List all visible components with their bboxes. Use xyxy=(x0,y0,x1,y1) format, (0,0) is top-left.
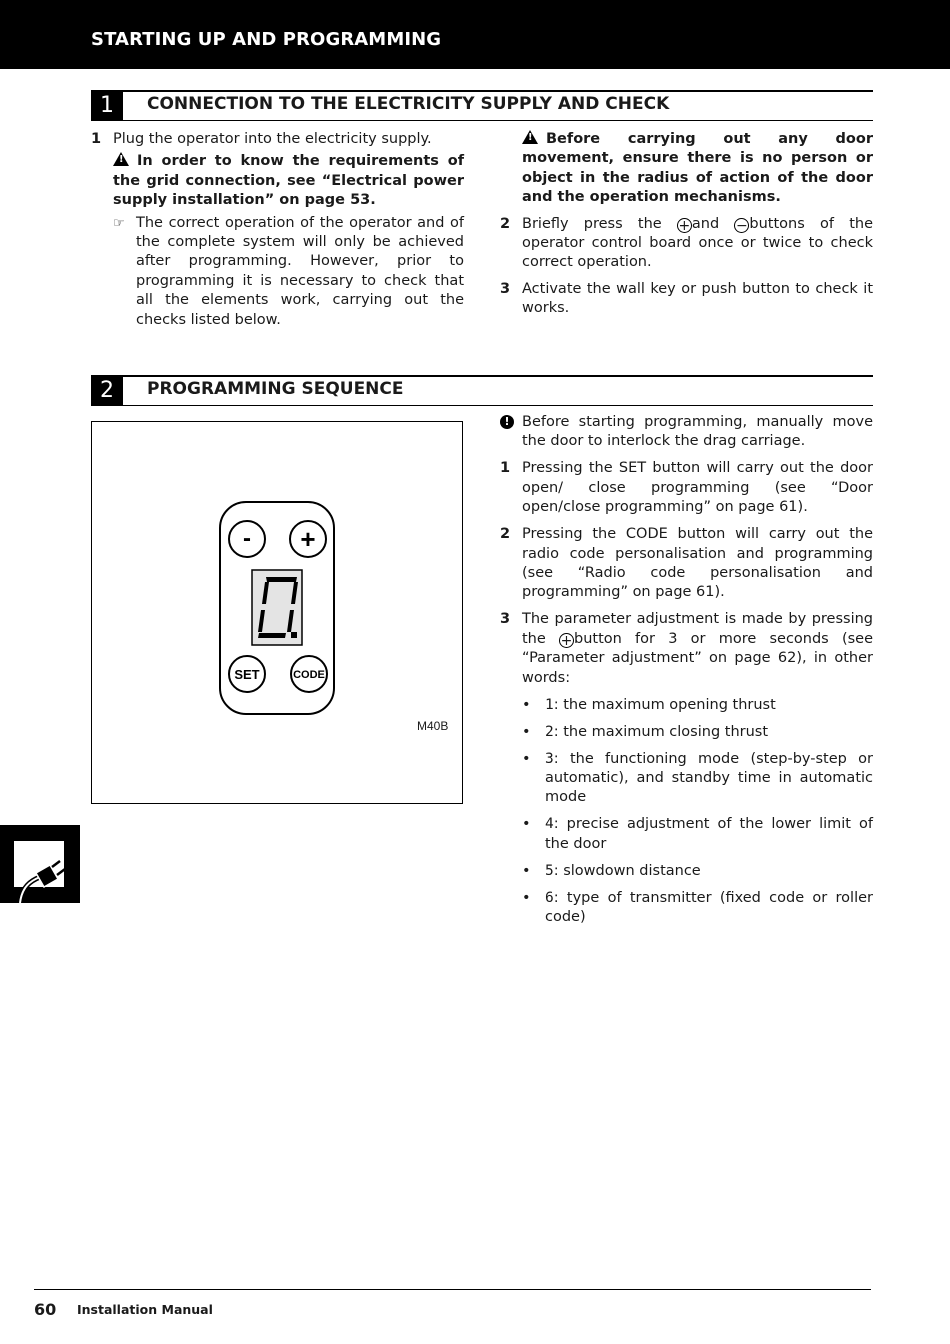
footer-label: Installation Manual xyxy=(77,1302,213,1317)
door-movement-warning-text: Before carrying out any door movement, ensure there is no person or object in the radius of action of the door and the operation mechanisms. xyxy=(522,131,873,206)
section-1-title: CONNECTION TO THE ELECTRICITY SUPPLY AND CHECK xyxy=(147,94,670,114)
step-3-number: 3 xyxy=(500,280,511,297)
section-2-title: PROGRAMMING SEQUENCE xyxy=(147,379,404,399)
param-code: 1 xyxy=(545,696,554,713)
list-item xyxy=(522,696,873,715)
minus-button-icon: − xyxy=(736,217,748,234)
step-3-text-b: button for 3 or more seconds (see “Parameter adjustment” on page 62), in other words: xyxy=(522,630,874,686)
section-2-right-column xyxy=(500,413,874,935)
figure-id-label: M40B xyxy=(417,719,449,733)
section-1-right-column xyxy=(500,130,873,319)
set-button-label: SET xyxy=(234,667,260,682)
control-board-illustration xyxy=(92,422,462,803)
step-2-number: 2 xyxy=(500,215,511,232)
bullet: • xyxy=(522,696,531,713)
step-1-number: 1 xyxy=(500,460,511,477)
step-3-text: Activate the wall key or push button to check it works. xyxy=(522,280,873,317)
step-2-text-c: buttons of the operator control board once or twice to check correct operation. xyxy=(522,215,873,271)
param-code: 6 xyxy=(545,889,554,906)
section-1-number: 1 xyxy=(91,92,123,120)
pre-programming-notice xyxy=(504,413,873,452)
warning-triangle-icon xyxy=(113,152,129,166)
step-2-text-b: and xyxy=(691,215,735,232)
param-text: : precise adjustment of the lower limit of the door xyxy=(545,816,873,852)
bullet: • xyxy=(522,862,531,879)
step-2-text-a: Briefly press the xyxy=(522,215,677,232)
list-item xyxy=(522,862,873,881)
step-2-code xyxy=(500,525,873,603)
plus-button-label: + xyxy=(300,524,316,554)
page-header-bar xyxy=(0,0,950,69)
step-3-number: 3 xyxy=(500,611,511,628)
section-1-left-column xyxy=(91,130,464,330)
operation-note-text: The correct operation of the operator and of the complete system will only be achieved after programming. However, prior to programming it is necessary to check that all the elements work, carrying out the checks listed below. xyxy=(136,214,464,328)
pointing-hand-icon: ☞ xyxy=(113,215,125,231)
minus-button-label: - xyxy=(243,525,251,552)
step-1-text: Plug the operator into the electricity supply. xyxy=(113,131,432,147)
step-1-set xyxy=(500,459,873,517)
step-2-check-buttons xyxy=(500,215,873,273)
page-number: 60 xyxy=(34,1300,57,1319)
list-item xyxy=(522,815,873,854)
param-text: : the functioning mode (step-by-step or automatic), and standby time in automatic mode xyxy=(545,750,873,806)
bullet: • xyxy=(522,889,531,906)
param-text: : type of transmitter (fixed code or roller code) xyxy=(545,889,873,926)
step-3-wall-key xyxy=(500,280,873,319)
parameter-list xyxy=(522,696,873,928)
bullet: • xyxy=(522,723,531,740)
code-button-label: CODE xyxy=(293,669,325,681)
section-2-number: 2 xyxy=(91,377,123,405)
plus-button-icon: + xyxy=(560,632,573,649)
section-1-heading xyxy=(91,90,873,121)
grid-connection-warning-text: In order to know the requirements of the grid connection, see “Electrical power supply installation” on page 53. xyxy=(113,153,464,209)
plus-button-icon: + xyxy=(678,217,691,234)
list-item xyxy=(522,723,873,742)
bullet: • xyxy=(522,816,531,833)
step-3-text-a: The parameter adjustment is made by pressing the xyxy=(522,611,873,647)
pre-programming-notice-text: Before starting programming, manually move the door to interlock the drag carriage. xyxy=(522,414,873,450)
door-movement-warning xyxy=(522,130,873,208)
footer-rule xyxy=(34,1289,871,1290)
power-plug-icon xyxy=(0,825,80,903)
seven-segment-display-icon xyxy=(252,570,302,645)
param-code: 4 xyxy=(545,816,554,833)
param-code: 2 xyxy=(545,723,554,740)
param-code: 5 xyxy=(545,862,554,879)
param-text: : slowdown distance xyxy=(553,862,701,879)
param-text: : the maximum closing thrust xyxy=(553,723,769,740)
step-1-number: 1 xyxy=(91,131,102,147)
step-2-number: 2 xyxy=(500,526,511,543)
step-2-code-text: Pressing the CODE button will carry out the radio code personalisation and programming (see “Radio code personalisation and programming” on page 61). xyxy=(522,526,873,601)
exclamation-icon: ! xyxy=(500,415,514,429)
list-item xyxy=(522,750,873,808)
step-3-parameters xyxy=(500,610,874,688)
list-item xyxy=(522,889,873,928)
grid-connection-warning xyxy=(113,152,464,210)
operation-note xyxy=(113,214,464,330)
page-header-title: STARTING UP AND PROGRAMMING xyxy=(91,29,442,50)
param-text: : the maximum opening thrust xyxy=(553,696,776,713)
warning-triangle-icon xyxy=(522,130,538,144)
step-1-plug xyxy=(91,130,464,149)
param-code: 3 xyxy=(545,750,554,767)
bullet: • xyxy=(522,750,531,767)
control-board-figure xyxy=(91,421,463,804)
section-2-heading xyxy=(91,375,873,406)
step-1-set-text: Pressing the SET button will carry out the door open/ close programming (see “Door open/close programming” on page 61). xyxy=(522,460,873,516)
chapter-side-tab xyxy=(0,825,80,903)
